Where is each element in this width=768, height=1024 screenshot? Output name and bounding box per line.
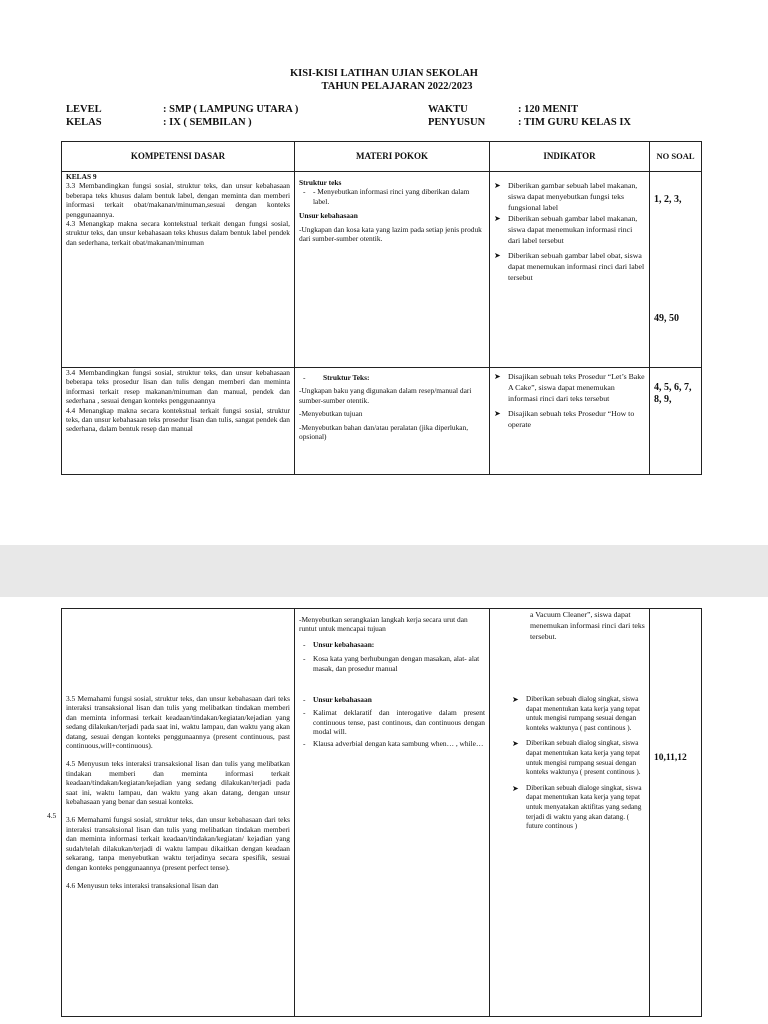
materi-heading: Struktur teks	[299, 178, 342, 187]
soal-number: 4, 5, 6, 7, 8, 9,	[654, 382, 692, 405]
soal-number: 1, 2, 3,	[654, 194, 682, 205]
kd-text: 4.4 Menangkap makna secara kontekstual terkait fungsi sosial, struktur teks, dan unsur kebahasaan teks prosedur lisan dan tulis, sangat pendek dan sederhana, dalam bentuk resep dan manual	[66, 405, 290, 434]
table-row	[62, 368, 702, 475]
col-materi-pokok: MATERI POKOK	[295, 142, 490, 172]
penyusun-value: : TIM GURU KELAS IX	[518, 117, 631, 128]
arrow-bullet-icon: ➤	[494, 181, 501, 190]
penyusun-label: PENYUSUN	[428, 117, 486, 128]
doc-subtitle: TAHUN PELAJARAN 2022/2023	[321, 81, 473, 92]
doc-title: KISI-KISI LATIHAN UJIAN SEKOLAH	[290, 68, 478, 79]
waktu-label: WAKTU	[428, 104, 468, 115]
kisi-table-page1	[61, 141, 702, 475]
indikator-cell	[490, 172, 650, 368]
no-soal-cell	[650, 172, 702, 368]
list-item: ➤ Diberikan sebuah dialoge singkat, siswa dapat menentukan kata kerja yang tepat untuk menyatakan aktifitas yang sedang terjadi di waktu yang akan datang. ( future continous )	[512, 783, 642, 831]
kd-text: 4.3 Menangkap makna secara kontekstual terkait dengan fungsi sosial, struktur teks, dan unsur kebahasaan teks khusus dalam bentuk label pendek dan sederhana, terkait obat/makanan/minuman	[66, 219, 290, 247]
materi-cell	[295, 368, 490, 475]
list-item: ➤ Disajikan sebuah teks Prosedur “Let’s Bake A Cake”, siswa dapat menemukan informasi rinci dari teks tersebut	[494, 372, 645, 403]
kd-cell	[62, 609, 295, 1017]
materi-text: -Menyebutkan tujuan	[299, 409, 363, 419]
materi-text: -Menyebutkan serangkaian langkah kerja secara urut dan runtut untuk mencapai tujuan	[299, 615, 468, 634]
indikator-cell	[490, 609, 650, 1017]
kelas-heading: KELAS 9	[66, 172, 97, 181]
indikator-continued: a Vacuum Cleaner”, siswa dapat menemukan informasi rinci dari teks tersebut.	[530, 610, 645, 641]
table-row	[62, 172, 702, 368]
indikator-cell	[490, 368, 650, 475]
list-item: - Struktur Teks:	[303, 373, 370, 382]
no-soal-cell	[650, 609, 702, 1017]
list-item: - Klausa adverbial dengan kata sambung when… , while…	[303, 738, 484, 748]
list-item: - Kosa kata yang berhubungan dengan masakan, alat- alat masak, dan prosedur manual	[303, 654, 480, 673]
level-value: : SMP ( LAMPUNG UTARA )	[163, 104, 299, 115]
side-number: 4.5	[47, 811, 57, 820]
kd-cell	[62, 172, 295, 368]
kd-text: 4.6 Menyusun teks interaksi transaksional lisan dan	[66, 880, 219, 890]
materi-cell	[295, 609, 490, 1017]
level-label: LEVEL	[66, 104, 102, 115]
kd-text: 3.5 Memahami fungsi sosial, struktur teks, dan unsur kebahasaan dari teks interaksi transaksional lisan dan tulis yang melibatkan tindakan memberi dan meminta informasi terkait keadaan/tindakan/kegiatan/kejadian yang sedang dilakukan/terjadi pada saat ini, waktu lampau, dan waktu yang akan datang, sesuai dengan konteks penggunaannya (present continuous, past continuous,will+continuous).	[66, 694, 290, 751]
kd-text: 3.4 Membandingkan fungsi sosial, struktur teks, dan unsur kebahasaan beberapa teks prosedur lisan dan tulis dengan memberi dan meminta informasi terkait resep makanan/minuman dan manual, pendek dan sederhana , sesuai dengan konteks penggunaannya	[66, 368, 290, 406]
list-item: ➤ Diberikan sebuah gambar label obat, siswa dapat menemukan informasi rinci dari label tersebut	[494, 251, 645, 282]
kd-text: 3.3 Membandingkan fungsi sosial, struktur teks, dan unsur kebahasaan beberapa teks khusus dalam bentuk label, dengan meminta dan memberi informasi terkait obat/makanan/minuman,sesuai dengan konteks penggunaannya.	[66, 181, 290, 219]
list-item: - Kalimat deklaratif dan interogative dalam present continuous tense, past continous, dan continuous dengan modal will.	[303, 708, 485, 737]
arrow-bullet-icon: ➤	[494, 372, 501, 381]
kd-cell	[62, 368, 295, 475]
kd-text: 3.6 Memahami fungsi sosial, struktur teks, dan unsur kebahasaan dari teks interaksi transaksional lisan dan tulis yang melibatkan tindakan memberi dan meminta informasi terkait keadaan/tindakan/kegiatan/ kejadian yang sudah/telah dilakukan/terjadi di waktu lampau dikaitkan dengan keadaan sekarang, tanpa menyebutkan waktu terjadinya secara spesifik, sesuai dengan konteks penggunaannya (present perfect tense).	[66, 815, 290, 872]
list-item: ➤ Diberikan sebuah gambar label makanan, siswa dapat menemukan informasi rinci dari label tersebut	[494, 214, 638, 245]
waktu-value: : 120 MENIT	[518, 104, 579, 115]
list-item: - - Menyebutkan informasi rinci yang diberikan dalam label.	[303, 187, 470, 206]
soal-number: 49, 50	[654, 313, 679, 324]
list-item: ➤ Disajikan sebuah teks Prosedur “How to operate	[494, 409, 635, 429]
soal-number: 10,11,12	[654, 753, 687, 763]
kelas-label: KELAS	[66, 117, 102, 128]
kisi-table-page2	[61, 608, 702, 1017]
arrow-bullet-icon: ➤	[512, 739, 519, 749]
materi-text: -Menyebutkan bahan dan/atau peralatan (jika diperlukan, opsional)	[299, 422, 469, 442]
list-item: - Unsur kebahasaan	[303, 695, 372, 705]
arrow-bullet-icon: ➤	[494, 214, 501, 223]
table-row	[62, 609, 702, 1017]
list-item: ➤ Diberikan gambar sebuah label makanan, siswa dapat menyebutkan fungsi teks fungsional label	[494, 181, 638, 212]
kd-text: 4.5 Menyusun teks interaksi transaksional lisan dan tulis yang melibatkan tindakan memberi dan meminta informasi terkait keadaan/tindakan/kegiatan/kejadian yang sedang dilakukan/terjadi pada saat ini, waktu lampau, dan waktu yang akan datang, dengan unsur kebahasaan yang benar dan sesuai konteks.	[66, 759, 290, 807]
materi-text: -Ungkapan dan kosa kata yang lazim pada setiap jenis produk dari sumber-sumber otentik.	[299, 224, 482, 244]
list-item: - Unsur kebahasaan:	[303, 639, 375, 649]
no-soal-cell	[650, 368, 702, 475]
list-item: ➤ Diberikan sebuah dialog singkat, siswa dapat menentukan kata kerja yang tepat untuk mengisi rumpang sesuai dengan konteks waktunya ( past continous ).	[512, 695, 640, 732]
kelas-value: : IX ( SEMBILAN )	[163, 117, 252, 128]
document-page-2	[0, 597, 768, 1024]
arrow-bullet-icon: ➤	[494, 251, 501, 260]
col-no-soal: NO SOAL	[650, 142, 702, 172]
arrow-bullet-icon: ➤	[494, 409, 501, 418]
col-indikator: INDIKATOR	[490, 142, 650, 172]
materi-cell	[295, 172, 490, 368]
arrow-bullet-icon: ➤	[512, 695, 519, 704]
materi-heading: Unsur kebahasaan	[299, 211, 358, 221]
list-item: ➤ Diberikan sebuah dialog singkat, siswa dapat menentukan kata kerja yang tepat untuk mengisi rumpang sesuai dengan konteks waktunya ( present continous ).	[512, 739, 641, 777]
materi-text: -Ungkapan baku yang digunakan dalam resep/manual dari sumber-sumber otentik.	[299, 386, 472, 405]
arrow-bullet-icon: ➤	[512, 783, 519, 793]
col-kompetensi-dasar: KOMPETENSI DASAR	[62, 142, 295, 172]
